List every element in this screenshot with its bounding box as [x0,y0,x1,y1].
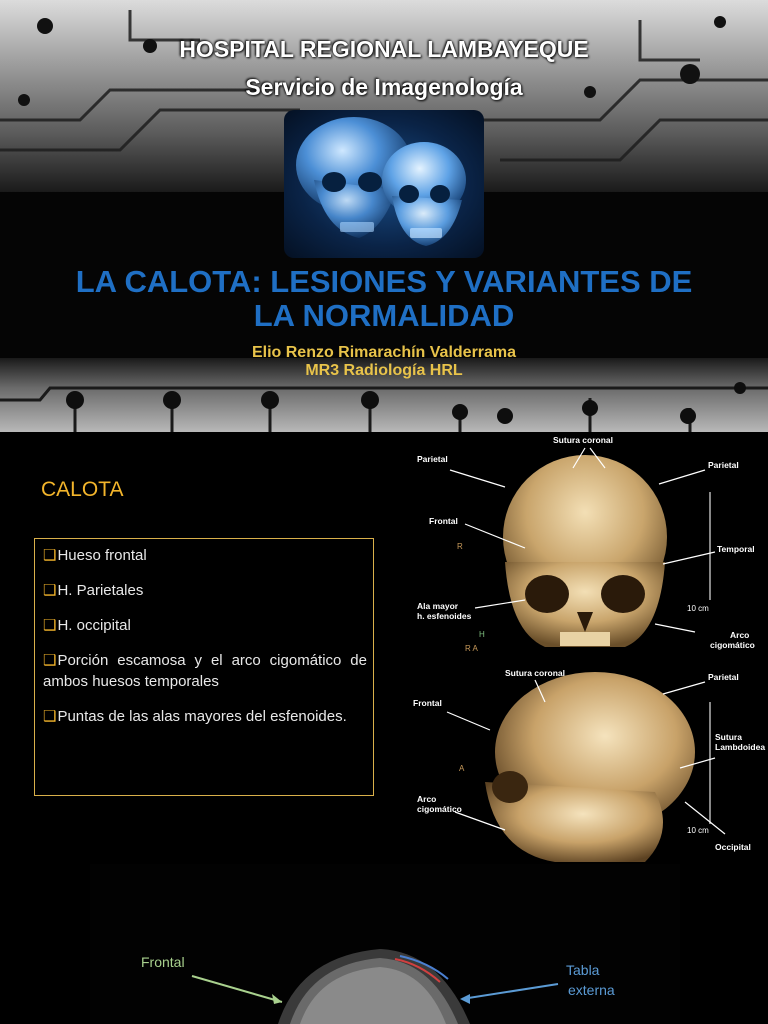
ct-slide [0,864,768,1024]
orientation-ra: R A [465,644,478,653]
label-parietal: Parietal [708,672,739,682]
scale-label: 10 cm [687,826,709,835]
label-sutura-coronal: Sutura coronal [505,668,565,678]
orientation-a: A [459,764,465,773]
author-role: MR3 Radiología HRL [305,362,463,379]
list-item: ❑Hueso frontal [43,547,147,564]
label-cigomatico: cigomático [417,804,462,814]
label-occipital: Occipital [715,842,751,852]
checkbox-bullet-icon: ❑ [43,708,57,725]
label-tabla: Tabla [566,962,600,978]
service-title: Servicio de Imagenología [245,74,523,100]
bullet-list [34,538,374,796]
list-item: ❑Puntas de las alas mayores del esfenoides. [43,708,347,725]
label-frontal: Frontal [429,516,458,526]
label-sutura-coronal: Sutura coronal [553,435,613,445]
ct-scan-image [0,864,768,1024]
crystal-skull-image [284,110,484,258]
presentation-title [40,265,728,333]
list-item: ❑H. occipital [43,617,131,634]
checkbox-bullet-icon: ❑ [43,547,57,564]
slide-heading: CALOTA [41,478,124,501]
label-esfenoides: h. esfenoides [417,611,472,621]
label-parietal: Parietal [417,454,448,464]
checkbox-bullet-icon: ❑ [43,582,57,599]
label-externa: externa [568,982,615,998]
orientation-r: R [457,542,463,551]
hospital-title: HOSPITAL REGIONAL LAMBAYEQUE [179,36,589,62]
orientation-h: H [479,630,485,639]
label-parietal: Parietal [708,460,739,470]
label-frontal: Frontal [413,698,442,708]
label-ala-mayor: Ala mayor [417,601,459,611]
label-arco: Arco [417,794,437,804]
label-frontal: Frontal [141,954,185,970]
label-arco: Arco [730,630,750,640]
checkbox-bullet-icon: ❑ [43,652,57,669]
author-name: Elio Renzo Rimarachín Valderrama [251,344,517,361]
label-sutura: Sutura [715,732,742,742]
label-temporal: Temporal [717,544,755,554]
list-item: ❑H. Parietales [43,582,144,599]
scale-label: 10 cm [687,604,709,613]
title-line-1: LA CALOTA: LESIONES Y VARIANTES DE [75,264,693,299]
checkbox-bullet-icon: ❑ [43,617,57,634]
skull-3d-images [405,432,768,864]
label-cigomatico: cigomático [710,640,755,650]
label-lambdoidea: Lambdoidea [715,742,766,752]
title-slide [0,0,768,432]
list-item: ❑Porción escamosa y el arco cigomático de ambos huesos temporales [43,652,367,690]
calota-slide [0,432,768,864]
title-line-2: LA NORMALIDAD [253,298,515,333]
